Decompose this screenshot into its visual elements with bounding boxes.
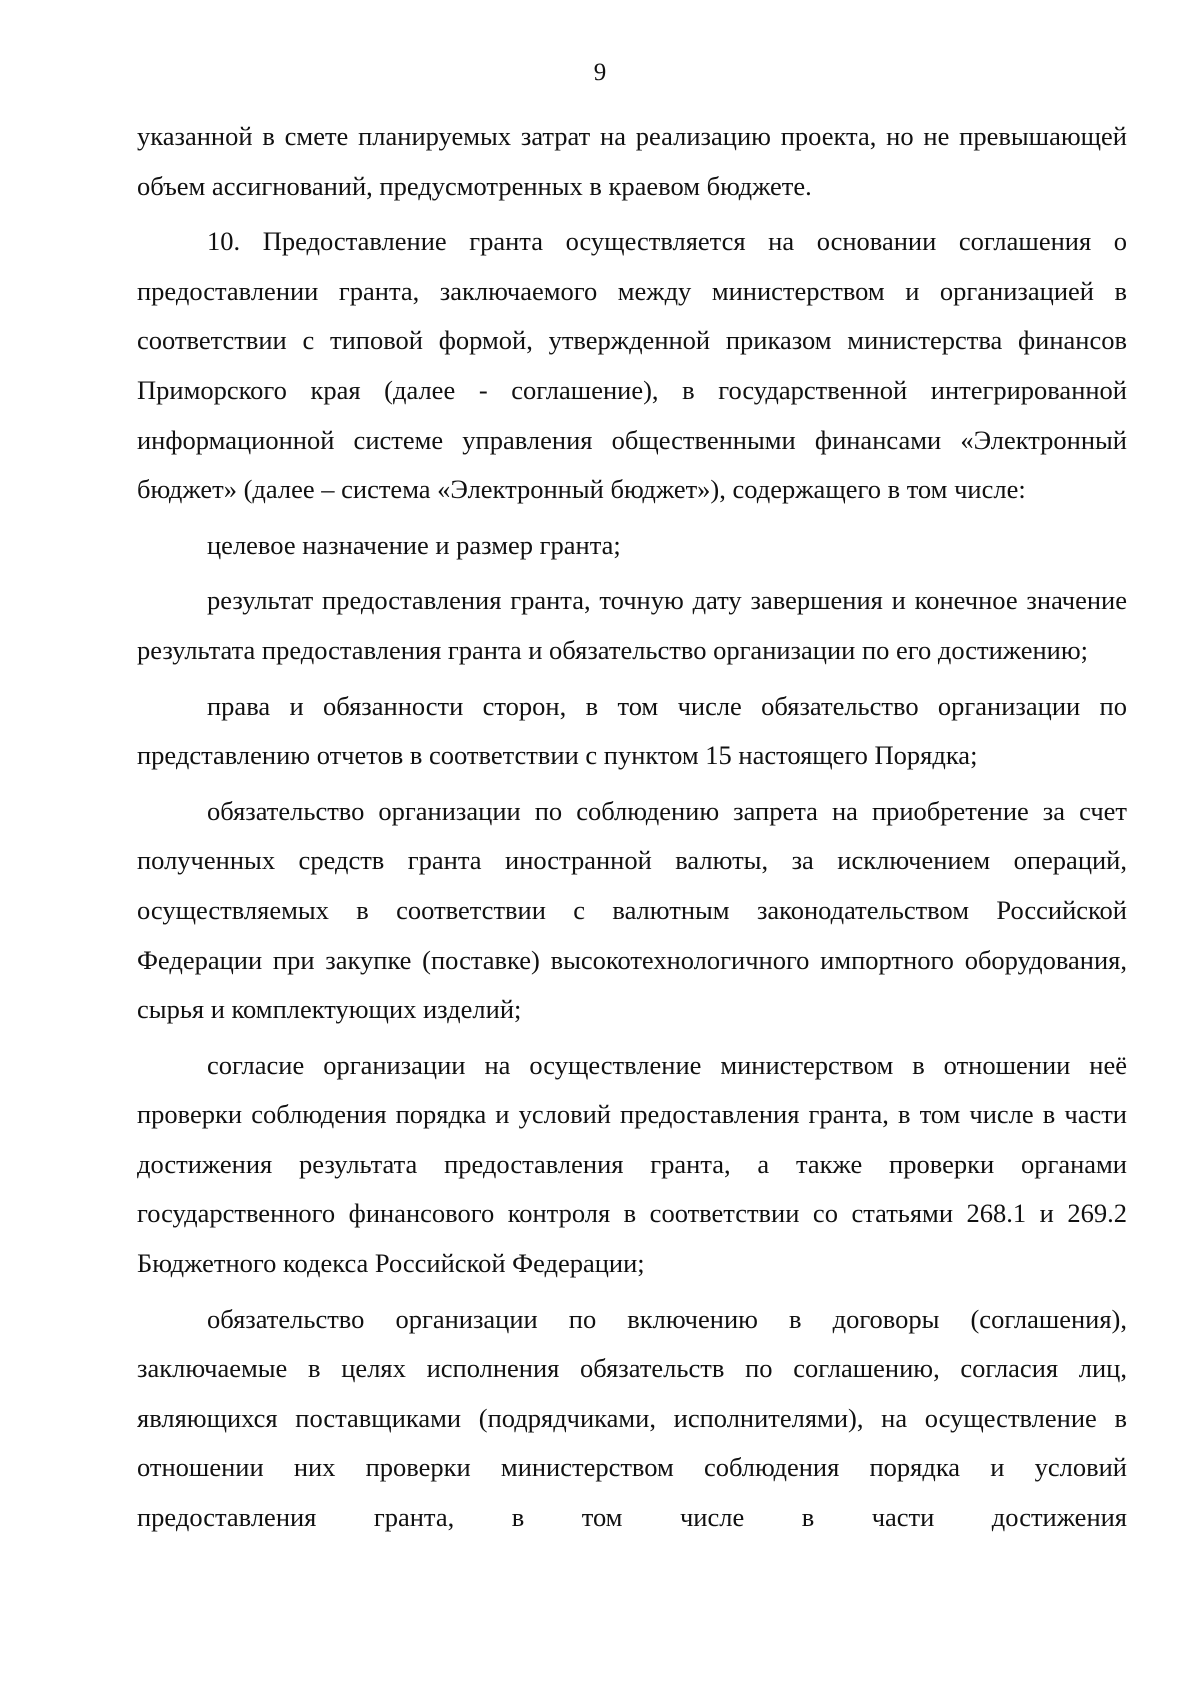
paragraph-currency-ban: обязательство организации по соблюдению запрета на приобретение за счет полученных средств гранта иностранной валюты, за исключением операций, осуществляемых в соответствии с валютным законодательством Российской Федерации при закупке (поставке) высокотехнологичного импортного оборудования, сырья и комплектующих изделий; [137,795,1127,1025]
paragraph-item-10: 10. Предоставление гранта осуществляется на основании соглашения о предоставлении гранта, заключаемого между министерством и организацией в соответствии с типовой формой, утвержденной приказом министерства финансов Приморского края (далее - соглашение), в государственной интегрированной информационной системе управления общественными финансами «Электронный бюджет» (далее – система «Электронный бюджет»), содержащего в том числе: [137,226,1127,505]
document-body [137,112,1127,1543]
paragraph-contracts: обязательство организации по включению в договоры (соглашения), заключаемые в целях исполнения обязательств по соглашению, согласия лиц, являющихся поставщиками (подрядчиками, исполнителями), на осуществление в отношении них проверки министерством соблюдения порядка и условий предоставления гранта, в том числе в части достижения [137,1303,1127,1533]
paragraph-continuation: указанной в смете планируемых затрат на реализацию проекта, но не превышающей объем ассигнований, предусмотренных в краевом бюджете. [137,121,1127,201]
paragraph-consent: согласие организации на осуществление министерством в отношении неё проверки соблюдения порядка и условий предоставления гранта, в том числе в части достижения результата предоставления гранта, а также проверки органами государственного финансового контроля в соответствии со статьями 268.1 и 269.2 Бюджетного кодекса Российской Федерации; [137,1049,1127,1279]
page-number: 9 [593,59,607,86]
paragraph-purpose: целевое назначение и размер гранта; [207,529,621,560]
paragraph-rights: права и обязанности сторон, в том числе обязательство организации по представлению отчетов в соответствии с пунктом 15 настоящего Порядка; [137,690,1127,771]
paragraph-result: результат предоставления гранта, точную дату завершения и конечное значение результата предоставления гранта и обязательство организации по его достижению; [137,585,1127,665]
